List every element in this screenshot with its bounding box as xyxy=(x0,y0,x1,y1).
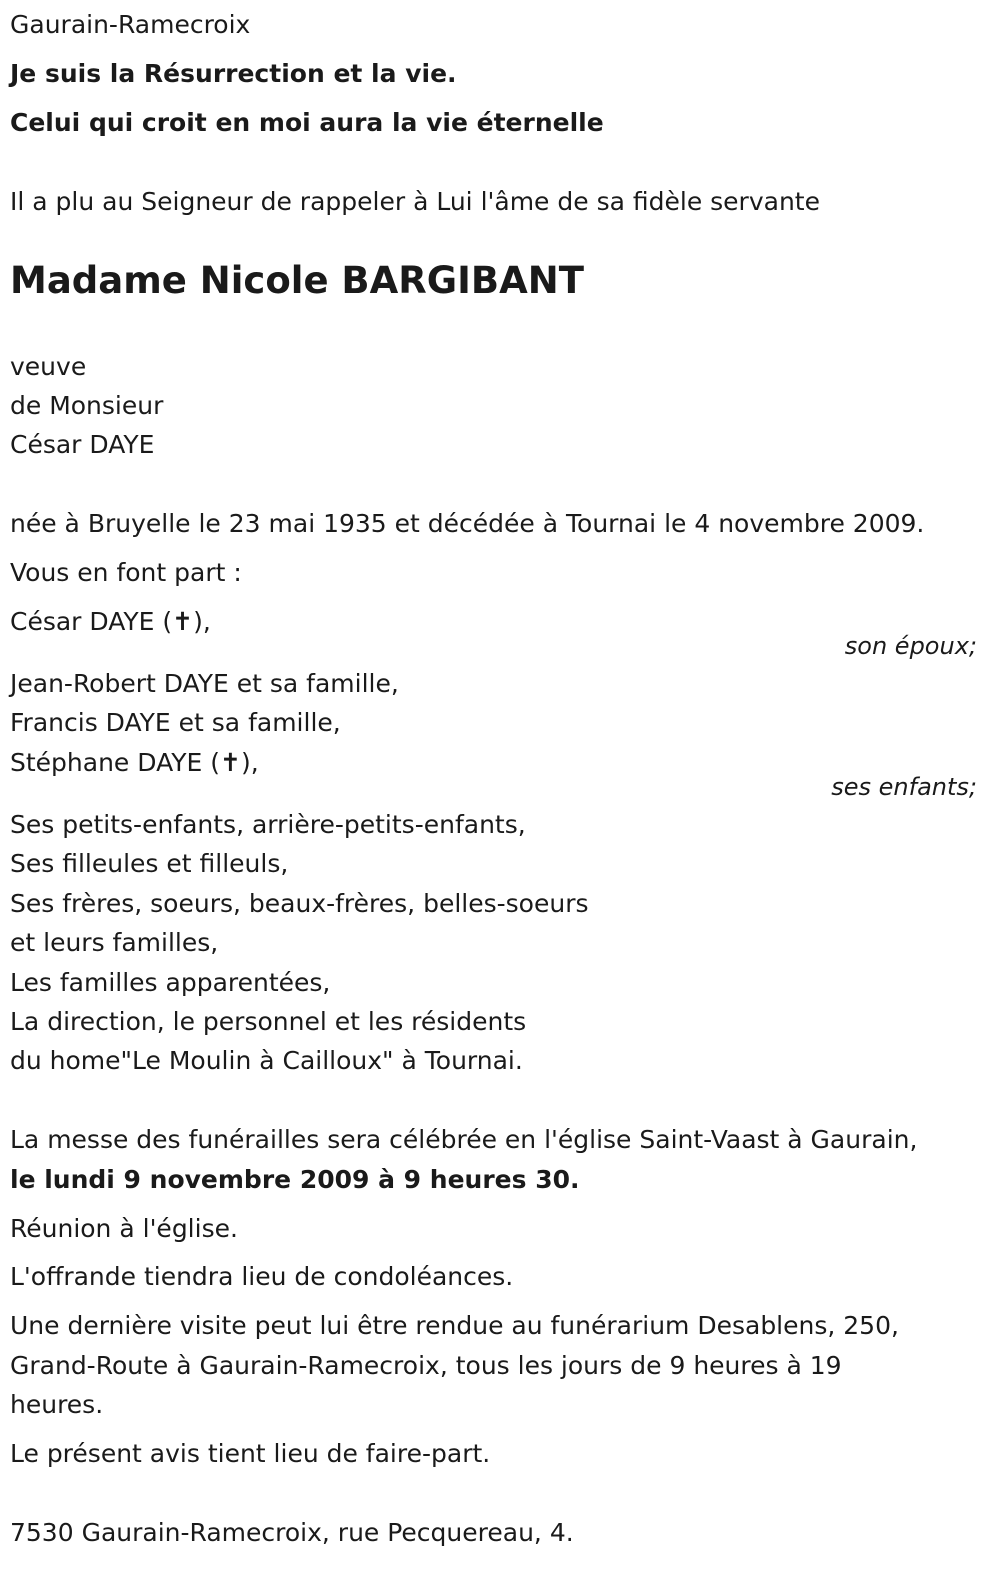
family-line-4: et leurs familles, xyxy=(10,928,219,957)
funeral-mass: La messe des funérailles sera célébrée en l'église Saint-Vaast à Gaurain, xyxy=(10,1125,918,1154)
child-2: Francis DAYE et sa famille, xyxy=(10,708,341,737)
widow-line-1: veuve xyxy=(10,352,87,381)
child-3: Stéphane DAYE (✝), xyxy=(10,748,259,777)
family-line-2: Ses filleules et filleuls, xyxy=(10,849,289,878)
family-line-6: La direction, le personnel et les résidents xyxy=(10,1007,527,1036)
family-line-5: Les familles apparentées, xyxy=(10,968,331,997)
funeral-date: le lundi 9 novembre 2009 à 9 heures 30. xyxy=(10,1165,580,1194)
family-line-3: Ses frères, soeurs, beaux-frères, belles-soeurs xyxy=(10,889,589,918)
visit-line-2: Grand-Route à Gaurain-Ramecroix, tous les jours de 9 heures à 19 xyxy=(10,1351,842,1380)
verse-line-2: Celui qui croit en moi aura la vie éternelle xyxy=(10,108,604,137)
deceased-name: Madame Nicole BARGIBANT xyxy=(10,259,584,302)
announce-line: Vous en font part : xyxy=(10,558,242,587)
meeting-line: Réunion à l'église. xyxy=(10,1214,238,1243)
offering-line: L'offrande tiendra lieu de condoléances. xyxy=(10,1262,514,1291)
family-line-1: Ses petits-enfants, arrière-petits-enfants, xyxy=(10,810,526,839)
header-location: Gaurain-Ramecroix xyxy=(10,10,251,39)
notice-line: Le présent avis tient lieu de faire-part. xyxy=(10,1439,491,1468)
family-line-7: du home"Le Moulin à Cailloux" à Tournai. xyxy=(10,1046,523,1075)
spouse-relation: son époux; xyxy=(844,632,977,660)
birth-death-line: née à Bruyelle le 23 mai 1935 et décédée à Tournai le 4 novembre 2009. xyxy=(10,509,925,538)
spouse-name: César DAYE (✝), xyxy=(10,607,211,636)
child-1: Jean-Robert DAYE et sa famille, xyxy=(10,669,399,698)
visit-line-1: Une dernière visite peut lui être rendue au funérarium Desablens, 250, xyxy=(10,1311,899,1340)
widow-line-2: de Monsieur xyxy=(10,391,164,420)
verse-line-1: Je suis la Résurrection et la vie. xyxy=(10,59,457,88)
address-line: 7530 Gaurain-Ramecroix, rue Pecquereau, 4. xyxy=(10,1518,574,1547)
visit-line-3: heures. xyxy=(10,1390,104,1419)
widow-line-3: César DAYE xyxy=(10,430,155,459)
intro-text: Il a plu au Seigneur de rappeler à Lui l'âme de sa fidèle servante xyxy=(10,187,820,216)
children-relation: ses enfants; xyxy=(831,773,977,801)
